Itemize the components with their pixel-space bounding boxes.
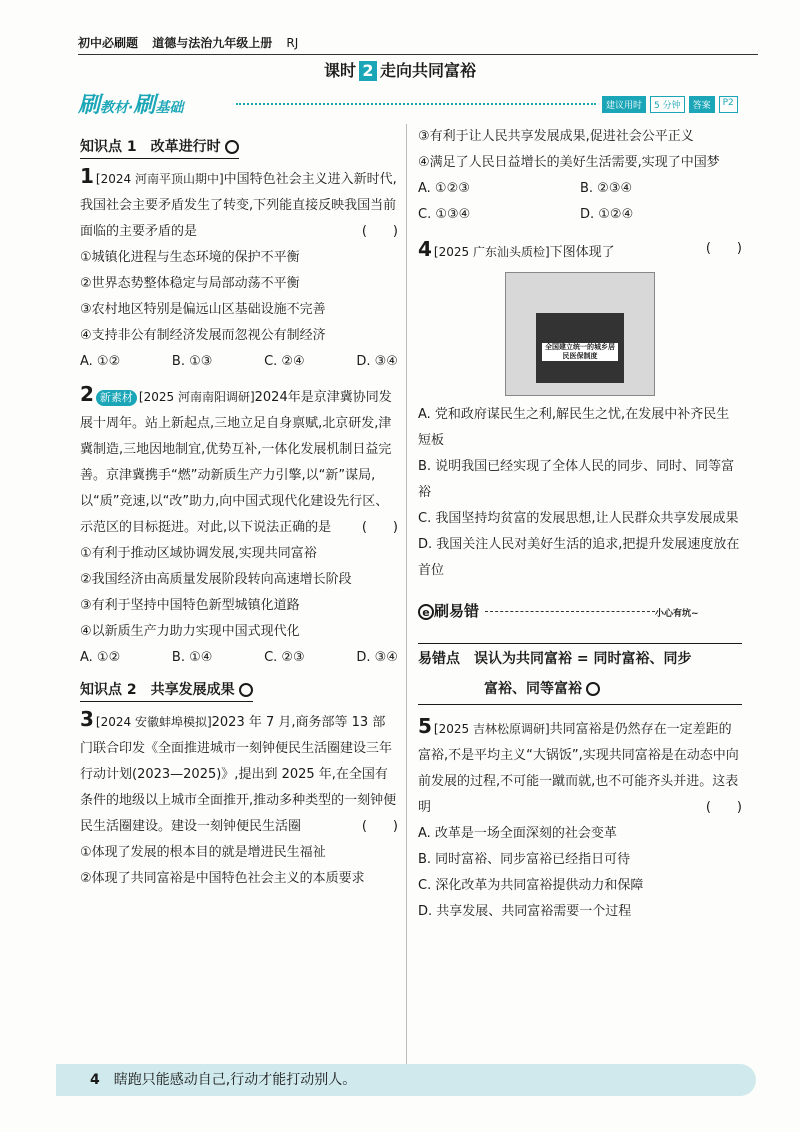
q4-number: 4 [418,237,432,261]
q2-source: [2025 河南南阳调研] [138,390,255,404]
q4-option-a[interactable]: A. 党和政府谋民生之利,解民生之忧,在发展中补齐民生短板 [418,407,730,448]
cartoon-caption: 全国建立统一的城乡居民医保制度 [542,343,618,361]
q2-stem: 2024年是京津冀协同发展十周年。站上新起点,三地立足自身禀赋,北京研发,津冀制造,三地因地制宜,优势互补,一体化发展机制日益完善。京津冀携手“燃”动新质生产力引擎,以“新”谋局,以“质”竞速,以“改”助力,向中国式现代化建设先行区、示范区的目标挺进。对此,以下说法正确的是 [80,390,392,535]
q3-option-a[interactable]: A. ①②③ [418,181,470,196]
question-4 [418,236,742,584]
q3-number: 3 [80,707,94,731]
q4-option-c[interactable]: C. 我国坚持均贫富的发展思想,让人民群众共享发展成果 [418,511,739,526]
q2-number: 2 [80,382,94,406]
q4-cartoon-image [505,272,655,396]
answer-label: 答案 [689,96,715,113]
q5-option-a[interactable]: A. 改革是一场全面深刻的社会变革 [418,826,617,841]
q4-stem: 下图体现了 [549,245,615,260]
banner-a: 刷 [78,93,101,118]
lesson-prefix: 课时 [323,61,356,80]
q3-option-b[interactable]: B. ②③④ [580,181,633,196]
q5-stem: 共同富裕是仍然存在一定差距的富裕,不是平均主义“大锅饭”,实现共同富裕是在动态中向前发展的过程,不可能一蹴而就,也不可能齐头并进。这表明 [418,722,739,815]
page-footer [56,1064,756,1096]
q3-item: ④满足了人民日益增长的美好生活需要,实现了中国梦 [418,155,720,170]
q2-option-d[interactable]: D. ③④ [356,650,398,665]
q5-number: 5 [418,714,432,738]
q2-item: ②我国经济由高质量发展阶段转向高速增长阶段 [80,572,352,587]
answer-page: P2 [719,96,738,113]
section-banner [78,88,183,119]
q3-option-d[interactable]: D. ①②④ [580,207,634,222]
page-header [78,34,758,55]
lesson-number: 2 [359,61,377,81]
dashed-line [485,611,655,612]
lesson-title [0,58,800,81]
lesson-name: 走向共同富裕 [380,61,477,80]
banner-d: 基础 [155,100,184,116]
knowledge-point-2 [80,679,253,702]
target-icon [239,683,253,697]
error-section-title [418,598,742,627]
q1-item: ④支持非公有制经济发展而忽视公有制经济 [80,328,326,343]
left-column [80,132,398,892]
error-point-line1: 易错点 误认为共同富裕 = 同时富裕、同步 [418,651,692,667]
target-icon [586,682,600,696]
banner-c: 刷 [133,93,156,118]
q5-source: [2025 吉林松原调研] [433,722,550,736]
q5-option-d[interactable]: D. 共享发展、共同富裕需要一个过程 [418,904,632,919]
q3-options [418,176,742,228]
q3-answer-blank[interactable]: ( ) [361,819,398,834]
q1-item: ①城镇化进程与生态环境的保护不平衡 [80,250,300,265]
q2-option-c[interactable]: C. ②③ [264,650,305,665]
q1-option-d[interactable]: D. ③④ [356,354,398,369]
footer-motto: 瞎跑只能感动自己,行动才能打动别人。 [113,1072,357,1088]
q1-option-a[interactable]: A. ①② [80,354,121,369]
q5-answer-blank[interactable]: ( ) [705,800,742,815]
question-2 [80,381,398,671]
time-value: 5 分钟 [650,96,685,113]
q2-item: ①有利于推动区域协调发展,实现共同富裕 [80,546,317,561]
banner-divider [236,103,596,105]
q4-answer-blank[interactable]: ( ) [705,241,742,256]
page-number: 4 [90,1072,100,1088]
edition-label: RJ [286,36,299,50]
q1-options [80,349,398,375]
error-title-text: 刷易错 [434,602,480,620]
kp1-text: 知识点 1 改革进行时 [80,139,221,155]
q4-option-b[interactable]: B. 说明我国已经实现了全体人民的同步、同时、同等富裕 [418,459,735,500]
q4-option-d[interactable]: D. 我国关注人民对美好生活的追求,把提升发展速度放在首位 [418,537,740,578]
q3-item: ③有利于让人民共享发展成果,促进社会公平正义 [418,129,694,144]
error-point-line2 [418,674,742,704]
new-material-badge: 新素材 [96,390,137,406]
q2-item: ④以新质生产力助力实现中国式现代化 [80,624,300,639]
knowledge-point-1 [80,136,239,159]
time-box [602,96,738,113]
time-label: 建议用时 [602,96,646,113]
question-5 [418,713,742,925]
q2-options [80,645,398,671]
q1-number: 1 [80,164,94,188]
q1-item: ③农村地区特别是偏远山区基础设施不完善 [80,302,326,317]
kp2-text: 知识点 2 共享发展成果 [80,682,235,698]
banner-dot: · [128,100,134,116]
error-icon: e [418,604,434,620]
column-divider [406,124,407,1074]
q5-option-b[interactable]: B. 同时富裕、同步富裕已经指日可待 [418,852,631,867]
question-1 [80,163,398,375]
q2-option-a[interactable]: A. ①② [80,650,121,665]
q3-source: [2024 安徽蚌埠模拟] [95,715,212,729]
q1-stem: 中国特色社会主义进入新时代,我国社会主要矛盾发生了转变,下列能直接反映我国当前面临的主要矛盾的是 [80,172,397,239]
right-column [418,124,742,925]
q3-stem: 2023 年 7 月,商务部等 13 部门联合印发《全面推进城市一刻钟便民生活圈建设三年行动计划(2023—2025)》,提出到 2025 年,在全国有条件的地级以上城市全面推开,推动多种类型的一刻钟便民生活圈建设。建设一刻钟便民生活圈 [80,715,397,834]
error-deco-text: 小心有坑~ [655,609,699,619]
q1-option-c[interactable]: C. ②④ [264,354,305,369]
q3-item: ②体现了共同富裕是中国特色社会主义的本质要求 [80,871,365,886]
q3-option-c[interactable]: C. ①③④ [418,207,471,222]
question-3 [80,706,398,892]
target-icon [225,140,239,154]
q3-item: ①体现了发展的根本目的就是增进民生福祉 [80,845,326,860]
error-point [418,643,742,705]
error-point-line2-text: 富裕、同等富裕 [484,681,582,697]
book-name: 初中必刷题 [78,36,139,50]
q2-option-b[interactable]: B. ①④ [171,650,213,665]
q1-answer-blank[interactable]: ( ) [361,224,398,239]
q1-item: ②世界态势整体稳定与局部动荡不平衡 [80,276,300,291]
banner-b: 教材 [100,100,129,116]
q4-source: [2025 广东汕头质检] [433,245,550,259]
q2-item: ③有利于坚持中国特色新型城镇化道路 [80,598,300,613]
q1-option-b[interactable]: B. ①③ [171,354,213,369]
q2-answer-blank[interactable]: ( ) [361,520,398,535]
subject-name: 道德与法治九年级上册 [152,36,273,50]
q5-option-c[interactable]: C. 深化改革为共同富裕提供动力和保障 [418,878,644,893]
q1-source: [2024 河南平顶山期中] [95,172,224,186]
